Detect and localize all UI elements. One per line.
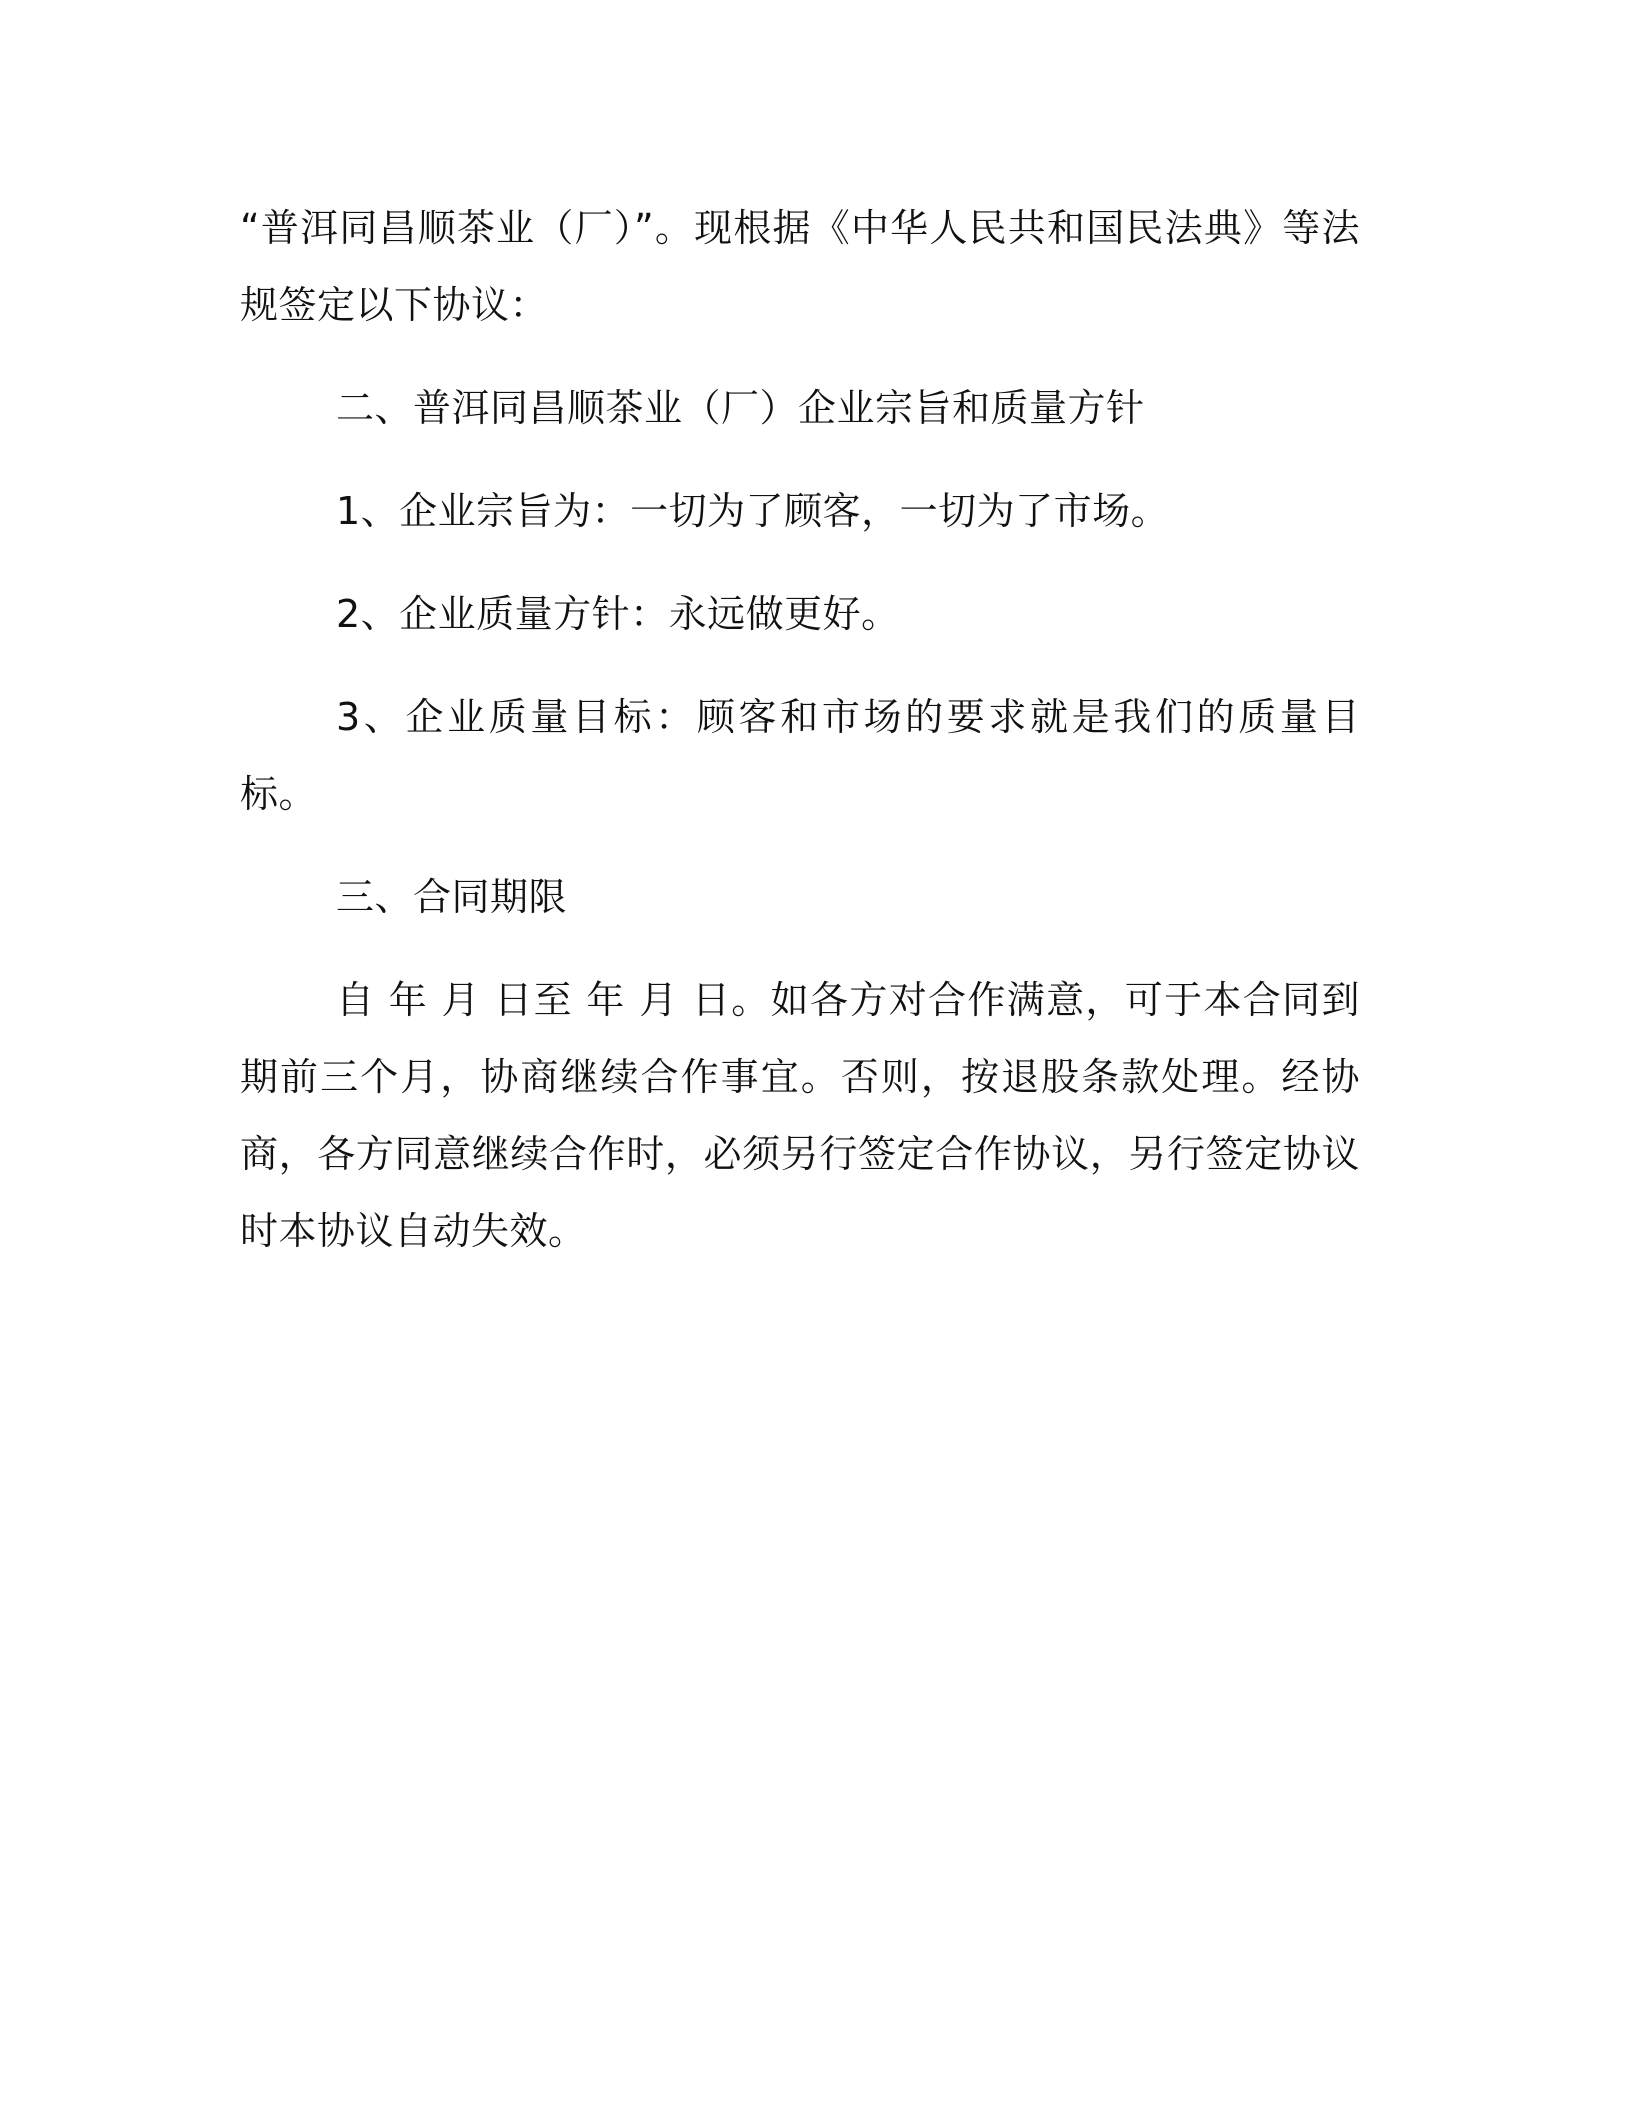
paragraph-intro-continuation: “普洱同昌顺茶业（厂）”。现根据《中华人民共和国民法典》等法规签定以下协议： [240, 206, 1360, 327]
list-item-quality-goal: 3、企业质量目标：顾客和市场的要求就是我们的质量目标。 [240, 695, 1360, 816]
list-item-quality-policy: 2、企业质量方针：永远做更好。 [336, 592, 900, 636]
paragraph-contract-term: 自 年 月 日至 年 月 日。如各方对合作满意，可于本合同到期前三个月，协商继续合作事宜。否则，按退股条款处理。经协商，各方同意继续合作时，必须另行签定合作协议，另行签定协议时本协议自动失效。 [240, 978, 1360, 1253]
section-heading-contract-term: 三、合同期限 [336, 875, 568, 919]
document-body [240, 190, 1360, 1270]
section-heading-purpose-policy: 二、普洱同昌顺茶业（厂）企业宗旨和质量方针 [336, 386, 1145, 430]
list-item-purpose: 1、企业宗旨为：一切为了顾客，一切为了市场。 [336, 489, 1170, 533]
